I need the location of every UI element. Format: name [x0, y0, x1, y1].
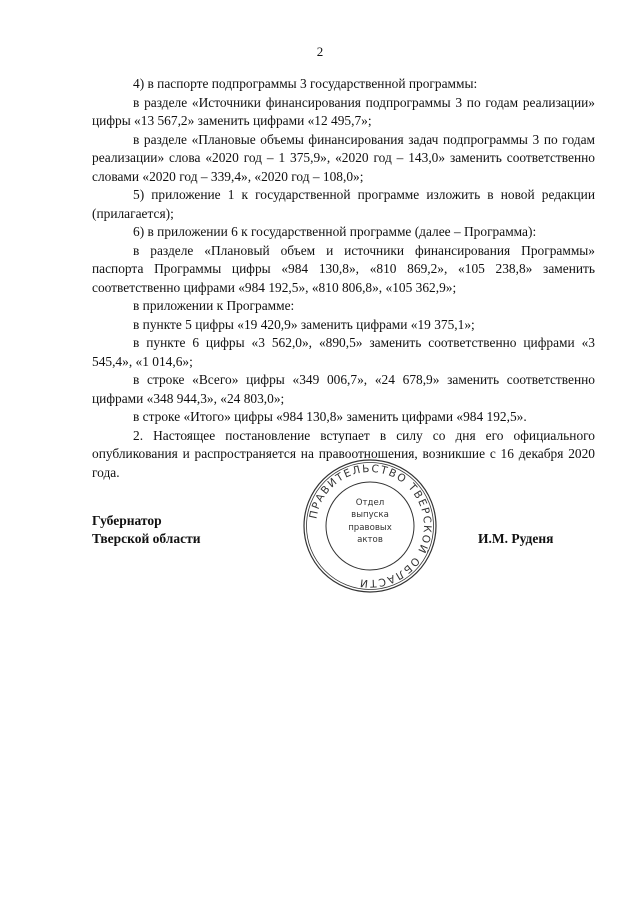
paragraph: 6) в приложении 6 к государственной программе (далее – Программа): [133, 224, 537, 239]
paragraph: в пункте 6 цифры «3 562,0», «890,5» заменить соответственно цифрами «3 545,4», «1 014,6»; [92, 335, 595, 369]
signatory-title-line2: Тверской области [92, 531, 201, 546]
paragraph: 2. Настоящее постановление вступает в силу со дня его официального опубликования и распространяется на правоотношения, возникшие с 16 декабря 2020 года. [92, 427, 595, 480]
signatory-title-line1: Губернатор [92, 513, 162, 528]
stamp-line: актов [357, 535, 383, 546]
paragraph: в разделе «Источники финансирования подпрограммы 3 по годам реализации» цифры «13 567,2» заменить цифрами «12 495,7»; [92, 94, 595, 128]
stamp-center-text [339, 497, 401, 547]
paragraph: в приложении к Программе: [133, 298, 295, 313]
paragraph: 4) в паспорте подпрограммы 3 государственной программы: [133, 76, 478, 91]
paragraph: в строке «Всего» цифры «349 006,7», «24 678,9» заменить соответственно цифрами «348 944,3», «24 803,0»; [92, 372, 595, 406]
stamp-line: выпуска [351, 510, 389, 521]
stamp-line: правовых [348, 522, 392, 533]
paragraph: в строке «Итого» цифры «984 130,8» заменить цифрами «984 192,5». [133, 409, 527, 424]
signatory-title [92, 512, 201, 548]
paragraph: 5) приложение 1 к государственной программе изложить в новой редакции (прилагается); [92, 187, 595, 221]
document-body [92, 75, 595, 482]
paragraph: в разделе «Плановый объем и источники финансирования Программы» паспорта Программы цифры «984 130,8», «810 869,2», «105 238,8» заменить соответственно цифрами «984 192,5», «810 806,8», «105 362,9»; [92, 242, 595, 295]
signatory-name: И.М. Руденя [478, 531, 554, 546]
stamp-ring-text: ПРАВИТЕЛЬСТВО ТВЕРСКОЙ ОБЛАСТИ [307, 462, 434, 590]
paragraph: в разделе «Плановые объемы финансирования задач подпрограммы 3 по годам реализации» слова «2020 год – 1 375,9», «2020 год – 143,0» заменить соответственно словами «2020 год – 339,4», «2020 год – 108,0»; [92, 131, 595, 184]
paragraph: в пункте 5 цифры «19 420,9» заменить цифрами «19 375,1»; [133, 316, 475, 332]
page-number: 2 [316, 44, 324, 59]
stamp-line: Отдел [355, 498, 385, 508]
